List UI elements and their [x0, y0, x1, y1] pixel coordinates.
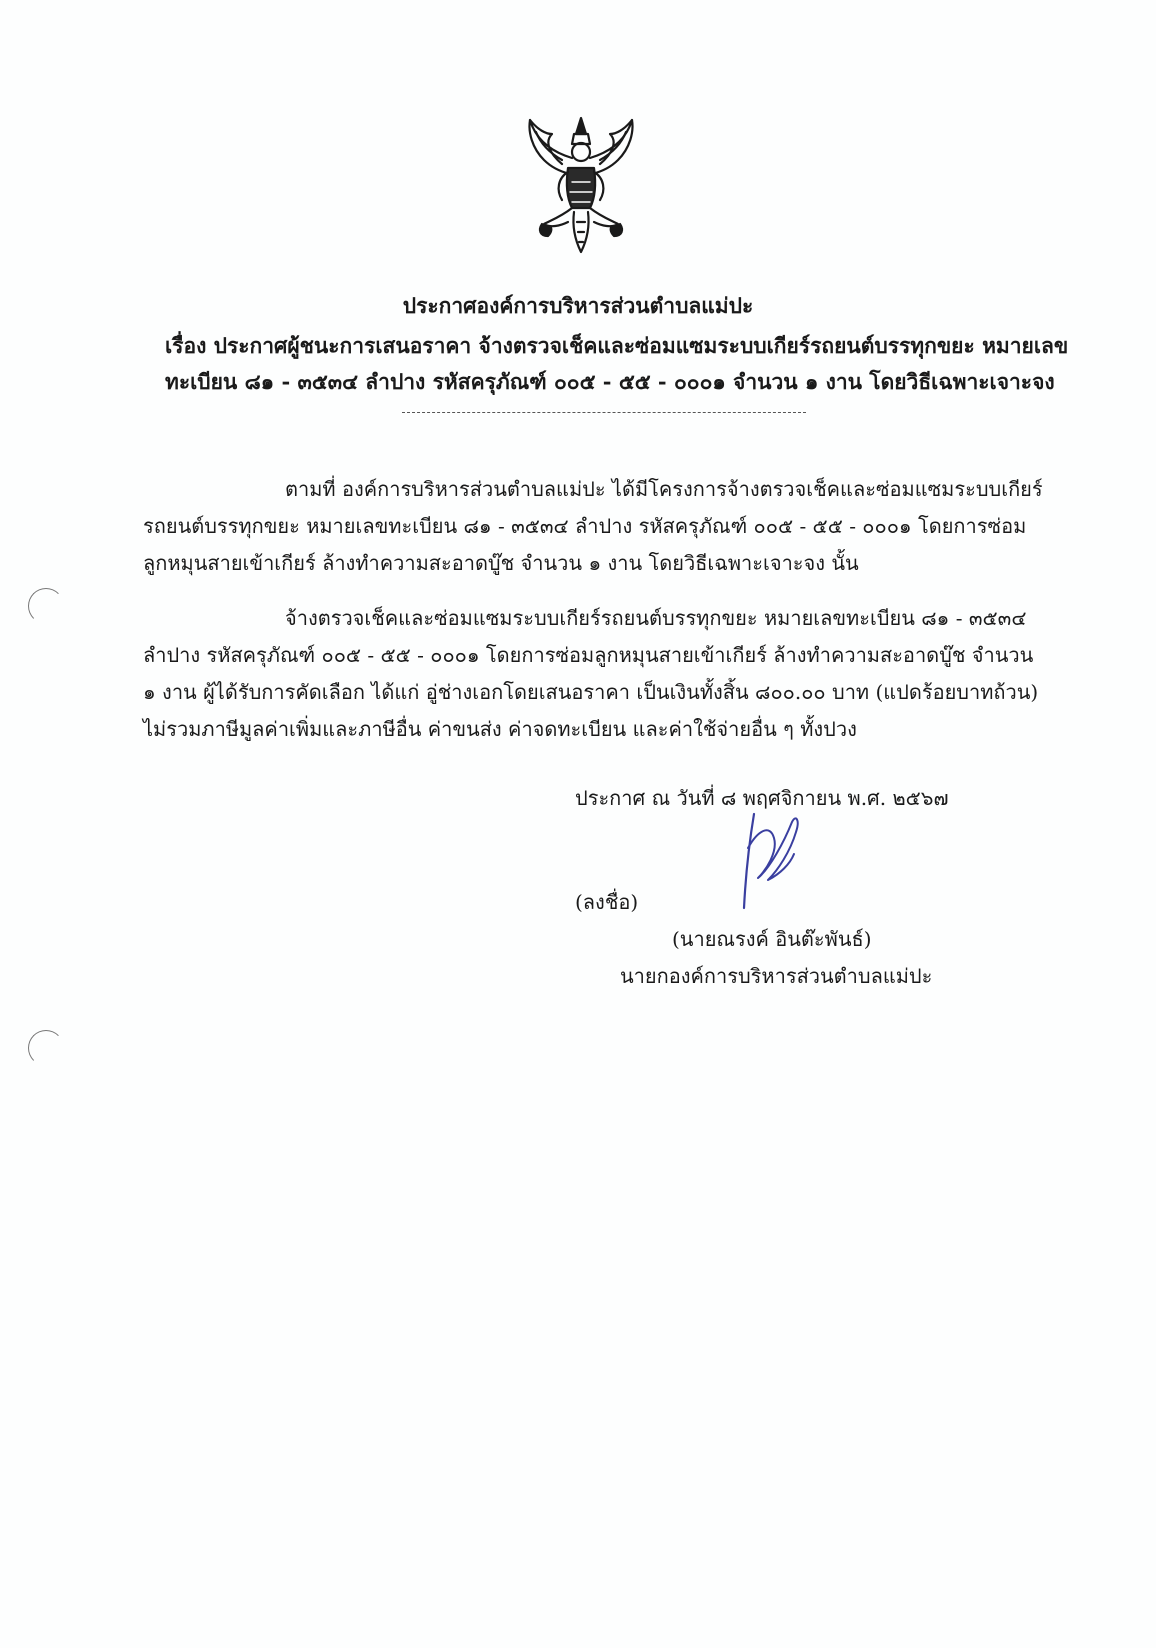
paragraph-2-line: ลำปาง รหัสครุภัณฑ์ ๐๐๕ - ๕๕ - ๐๐๐๑ โดยการซ่อมลูกหมุนสายเข้าเกียร์ ล้างทำความสะอาดบู๊ช จำนวน	[143, 643, 1034, 667]
punch-hole	[28, 1030, 64, 1066]
signer-position: นายกองค์การบริหารส่วนตำบลแม่ปะ	[620, 964, 933, 988]
announcement-subject-line-2: ทะเบียน ๘๑ - ๓๕๓๔ ลำปาง รหัสครุภัณฑ์ ๐๐๕ - ๕๕ - ๐๐๐๑ จำนวน ๑ งาน โดยวิธีเฉพาะเจาะจง	[165, 369, 1055, 394]
paragraph-1-line: รถยนต์บรรทุกขยะ หมายเลขทะเบียน ๘๑ - ๓๕๓๔ ลำปาง รหัสครุภัณฑ์ ๐๐๕ - ๕๕ - ๐๐๐๑ โดยการซ่อม	[143, 514, 1027, 538]
paragraph-2-line: ๑ งาน ผู้ได้รับการคัดเลือก ได้แก่ อู่ช่างเอกโดยเสนอราคา เป็นเงินทั้งสิ้น ๘๐๐.๐๐ บาท (แปดร้อยบาทถ้วน)	[143, 680, 1039, 704]
paragraph-2-line: จ้างตรวจเช็คและซ่อมแซมระบบเกียร์รถยนต์บรรทุกขยะ หมายเลขทะเบียน ๘๑ - ๓๕๓๔	[285, 606, 1027, 630]
announcement-subject-line-1: เรื่อง ประกาศผู้ชนะการเสนอราคา จ้างตรวจเช็คและซ่อมแซมระบบเกียร์รถยนต์บรรทุกขยะ หมายเลข	[165, 333, 1069, 358]
paragraph-1-line: ตามที่ องค์การบริหารส่วนตำบลแม่ปะ ได้มีโครงการจ้างตรวจเช็คและซ่อมแซมระบบเกียร์	[285, 477, 1043, 501]
paragraph-1-line: ลูกหมุนสายเข้าเกียร์ ล้างทำความสะอาดบู๊ช จำนวน ๑ งาน โดยวิธีเฉพาะเจาะจง นั้น	[143, 551, 859, 575]
announcement-title: ประกาศองค์การบริหารส่วนตำบลแม่ปะ	[402, 293, 754, 318]
paragraph-2-line: ไม่รวมภาษีมูลค่าเพิ่มและภาษีอื่น ค่าขนส่ง ค่าจดทะเบียน และค่าใช้จ่ายอื่น ๆ ทั้งปวง	[143, 717, 857, 741]
garuda-emblem	[522, 112, 640, 258]
punch-hole	[28, 588, 64, 624]
handwritten-signature	[740, 808, 810, 912]
title-divider	[402, 412, 806, 413]
sign-label: (ลงชื่อ)	[575, 890, 639, 914]
signer-name: (นายณรงค์ อินต๊ะพันธ์)	[672, 927, 872, 951]
announce-date: ประกาศ ณ วันที่ ๘ พฤศจิกายน พ.ศ. ๒๕๖๗	[575, 786, 949, 810]
